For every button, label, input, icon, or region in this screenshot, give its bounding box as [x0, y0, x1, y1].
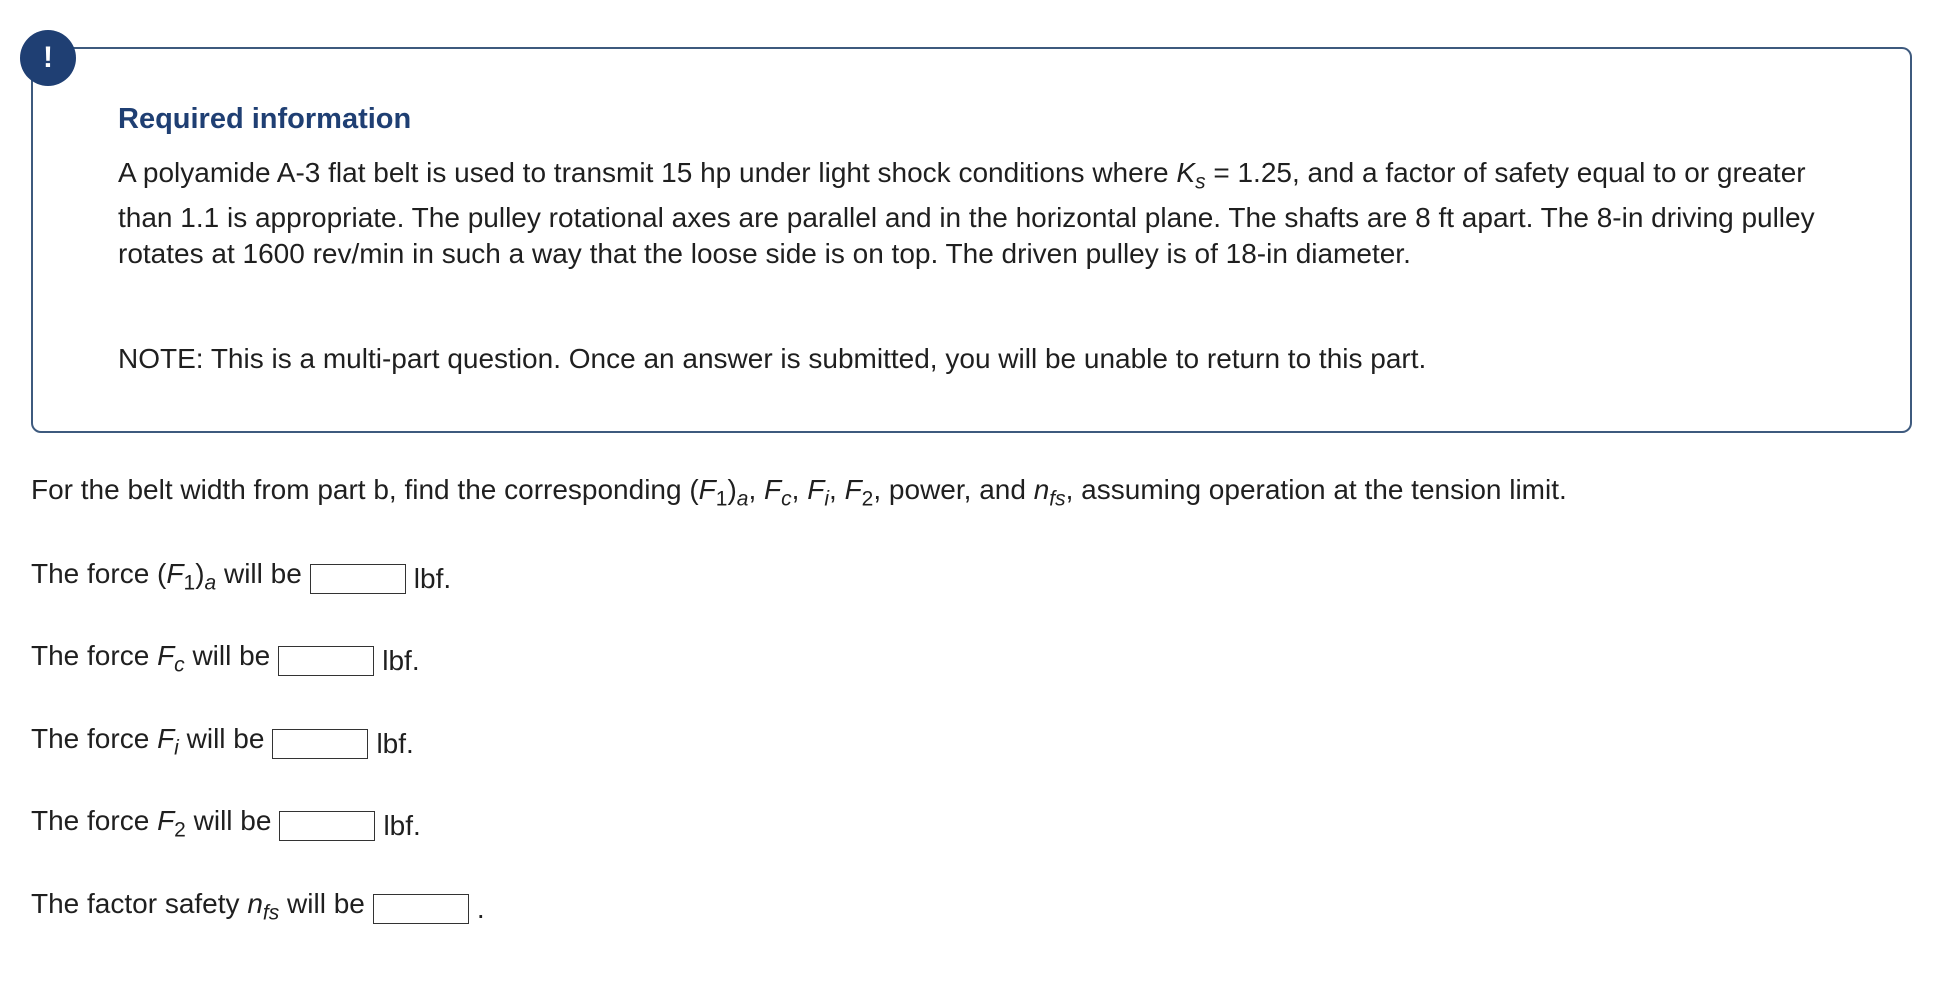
q-nfs-sub: fs — [1049, 487, 1066, 511]
info-body — [118, 155, 1858, 272]
answer-f1a-pre: The force ( — [31, 558, 167, 589]
info-title: Required information — [118, 103, 412, 135]
answer-f1a-post: will be — [216, 558, 302, 589]
answer-nfs-symbol: n — [247, 888, 263, 919]
answer-row-fc — [31, 638, 420, 683]
question-pre: For the belt width from part b, find the corresponding ( — [31, 474, 699, 505]
answer-f2-label — [31, 803, 271, 848]
q-fc-sub: c — [781, 487, 792, 511]
answer-f2-sub: 2 — [174, 818, 186, 842]
answer-fc-symbol: F — [157, 640, 175, 671]
answer-nfs-sub: fs — [262, 901, 280, 925]
nfs-input[interactable] — [373, 894, 469, 924]
q-fc-symbol: F — [764, 474, 782, 505]
q-f1-sub-a: a — [736, 487, 749, 511]
required-information-box — [31, 47, 1912, 433]
answer-fc-post: will be — [184, 640, 271, 671]
answer-fi-post: will be — [178, 723, 265, 754]
answer-f1a-sub1: 1 — [183, 571, 196, 595]
answer-fi-unit: lbf. — [376, 727, 414, 759]
info-note: NOTE: This is a multi-part question. Once an answer is submitted, you will be unable to return to this part. — [118, 343, 1427, 374]
answer-f2-post: will be — [185, 805, 272, 836]
answer-row-f1a — [31, 556, 451, 601]
f2-input[interactable] — [279, 811, 375, 841]
answer-nfs-pre: The factor safety — [31, 888, 248, 919]
q-sep1: , — [748, 474, 765, 505]
answer-fi-label — [31, 721, 264, 766]
q-f1-symbol: F — [698, 474, 716, 505]
answer-f2-unit: lbf. — [383, 809, 421, 841]
f1a-input[interactable] — [310, 564, 406, 594]
answer-nfs-unit: . — [476, 892, 485, 924]
info-body-pre: A polyamide A-3 flat belt is used to transmit 15 hp under light shock conditions where — [118, 157, 1177, 188]
answer-fc-unit: lbf. — [382, 644, 420, 676]
fc-input[interactable] — [278, 646, 374, 676]
q-nfs-symbol: n — [1033, 474, 1050, 505]
answer-nfs-label — [31, 886, 365, 931]
answer-row-fi — [31, 721, 414, 766]
answer-fc-sub: c — [174, 653, 185, 677]
ks-symbol: K — [1176, 157, 1196, 188]
q-f2-symbol: F — [844, 474, 862, 505]
q-f1-close: ) — [727, 474, 737, 505]
q-sep3: , — [829, 474, 845, 505]
answer-fi-pre: The force — [31, 723, 158, 754]
q-sep4: , power, and — [873, 474, 1034, 505]
answer-row-f2 — [31, 803, 421, 848]
q-f1-sub: 1 — [715, 487, 728, 511]
info-body-post: = 1.25, and a factor of safety equal to or greater than 1.1 is appropriate. The pulley rotational axes are parallel and in the horizontal plane. The shafts are 8 ft apart. The 8-in driving pulley rotates at 1600 rev/min in such a way that the loose side is on top. The driven pulley is of 18-in diameter. — [118, 157, 1815, 270]
answer-f2-symbol: F — [157, 805, 175, 836]
q-fi-symbol: F — [807, 474, 825, 505]
answer-nfs-post: will be — [279, 888, 365, 919]
answer-f1a-close: ) — [195, 558, 205, 589]
q-sep2: , — [791, 474, 808, 505]
alert-icon: ! — [20, 30, 76, 86]
answer-fi-sub: i — [174, 736, 179, 760]
question-prompt — [31, 472, 1567, 517]
answer-f2-pre: The force — [31, 805, 158, 836]
answer-fi-symbol: F — [157, 723, 175, 754]
ks-subscript: s — [1195, 170, 1206, 194]
answer-fc-pre: The force — [31, 640, 158, 671]
fi-input[interactable] — [272, 729, 368, 759]
answer-f1a-unit: lbf. — [413, 562, 452, 594]
question-post: , assuming operation at the tension limit. — [1065, 474, 1567, 505]
answer-f1a-symbol: F — [166, 558, 184, 589]
answer-f1a-label — [31, 556, 302, 601]
q-f2-sub: 2 — [861, 487, 874, 511]
answer-fc-label — [31, 638, 270, 683]
q-fi-sub: i — [824, 487, 829, 511]
answer-f1a-sub-a: a — [204, 571, 217, 595]
answer-row-nfs — [31, 886, 485, 931]
